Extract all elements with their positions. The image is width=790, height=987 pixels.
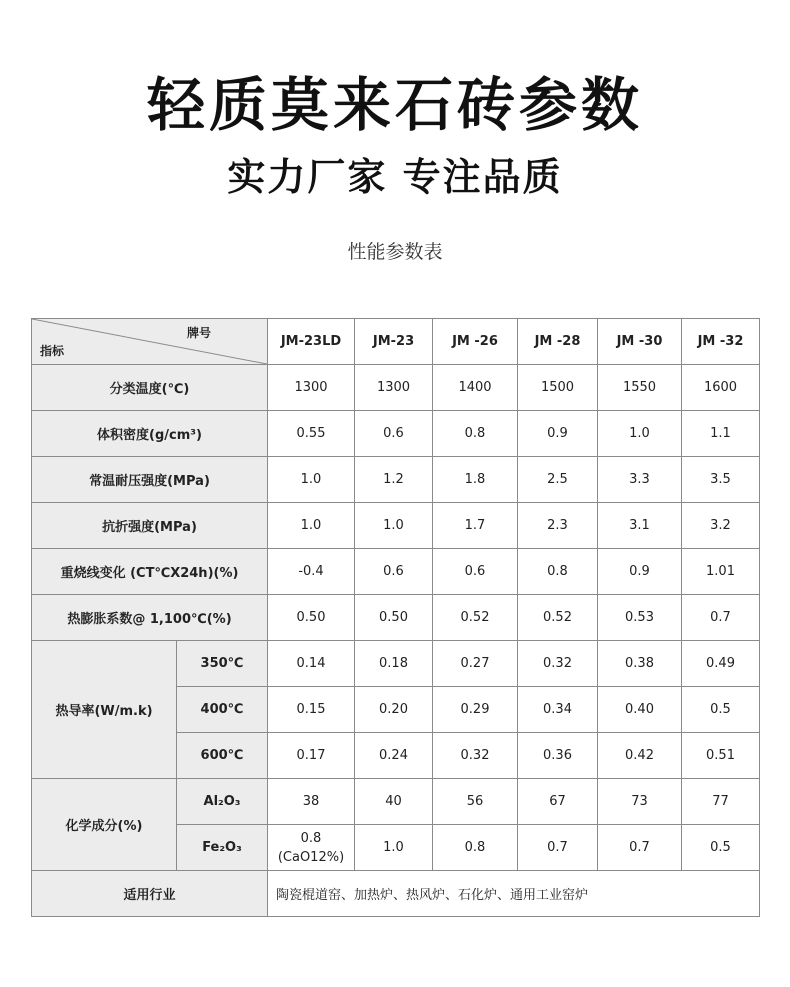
parameter-table — [31, 318, 760, 917]
value-cell: 1500 — [518, 365, 598, 411]
value-cell: 0.29 — [433, 687, 518, 733]
value-cell: 0.55 — [268, 411, 355, 457]
value-cell: 0.8 — [433, 825, 518, 871]
table-row — [32, 595, 760, 641]
value-cell: 3.1 — [598, 503, 682, 549]
value-cell: 1.0 — [355, 503, 433, 549]
header-corner-cell — [32, 319, 268, 365]
grade-header: JM -28 — [518, 319, 598, 365]
grade-header: JM -32 — [682, 319, 760, 365]
value-cell: 0.7 — [598, 825, 682, 871]
value-cell: 1.7 — [433, 503, 518, 549]
value-cell: 2.3 — [518, 503, 598, 549]
value-cell: 0.6 — [355, 549, 433, 595]
value-cell: 0.17 — [268, 733, 355, 779]
row-label: 重烧线变化 (CT℃X24h)(%) — [32, 549, 268, 595]
table-row — [32, 457, 760, 503]
value-text: 0.8 — [300, 830, 322, 846]
corner-grade-label: 牌号 — [186, 326, 211, 340]
value-cell: -0.4 — [268, 549, 355, 595]
page-subtitle: 实力厂家 专注品质 — [227, 155, 563, 199]
group-label-thermal: 热导率(W/m.k) — [32, 641, 177, 779]
table-row — [32, 779, 760, 825]
value-cell: 0.7 — [682, 595, 760, 641]
value-cell: 0.18 — [355, 641, 433, 687]
table-row — [32, 871, 760, 917]
value-cell: 0.51 — [682, 733, 760, 779]
row-label: 抗折强度(MPa) — [32, 503, 268, 549]
value-cell: 0.32 — [518, 641, 598, 687]
table-row — [32, 411, 760, 457]
value-cell: 73 — [598, 779, 682, 825]
value-cell: 0.50 — [268, 595, 355, 641]
value-cell: 1.0 — [355, 825, 433, 871]
value-cell: 1.0 — [268, 457, 355, 503]
value-cell: 3.5 — [682, 457, 760, 503]
grade-header: JM -26 — [433, 319, 518, 365]
row-label: 分类温度(℃) — [32, 365, 268, 411]
value-cell: 1300 — [355, 365, 433, 411]
sub-label: Al₂O₃ — [177, 779, 268, 825]
row-label: 体积密度(g/cm³) — [32, 411, 268, 457]
sub-label: 350℃ — [177, 641, 268, 687]
row-label: 热膨胀系数@ 1,100℃(%) — [32, 595, 268, 641]
value-cell: 38 — [268, 779, 355, 825]
industry-value: 陶瓷棍道窑、加热炉、热风炉、石化炉、通用工业窑炉 — [268, 871, 760, 917]
value-cell: 0.32 — [433, 733, 518, 779]
value-cell: 0.8 — [433, 411, 518, 457]
value-cell: 1400 — [433, 365, 518, 411]
sub-label: 400℃ — [177, 687, 268, 733]
value-cell — [268, 825, 355, 871]
group-label-chemical: 化学成分(%) — [32, 779, 177, 871]
value-cell: 0.9 — [518, 411, 598, 457]
value-cell: 0.24 — [355, 733, 433, 779]
sub-label: Fe₂O₃ — [177, 825, 268, 871]
value-cell: 0.40 — [598, 687, 682, 733]
value-cell: 67 — [518, 779, 598, 825]
table-caption: 性能参数表 — [347, 241, 443, 263]
grade-header: JM -30 — [598, 319, 682, 365]
value-cell: 1.2 — [355, 457, 433, 503]
grade-header: JM-23LD — [268, 319, 355, 365]
value-cell: 1600 — [682, 365, 760, 411]
value-cell: 0.7 — [518, 825, 598, 871]
value-cell: 0.50 — [355, 595, 433, 641]
value-cell: 1.01 — [682, 549, 760, 595]
value-note: (CaO12%) — [277, 849, 345, 865]
table-row — [32, 365, 760, 411]
value-cell: 0.36 — [518, 733, 598, 779]
grade-header: JM-23 — [355, 319, 433, 365]
sub-label: 600℃ — [177, 733, 268, 779]
value-cell: 2.5 — [518, 457, 598, 503]
value-cell: 0.52 — [518, 595, 598, 641]
value-cell: 1.0 — [598, 411, 682, 457]
value-cell: 3.2 — [682, 503, 760, 549]
table-header-row — [32, 319, 760, 365]
page-title: 轻质莫来石砖参数 — [146, 71, 643, 139]
value-cell: 0.42 — [598, 733, 682, 779]
value-cell: 0.38 — [598, 641, 682, 687]
corner-index-label: 指标 — [40, 344, 65, 358]
value-cell: 1550 — [598, 365, 682, 411]
value-cell: 0.9 — [598, 549, 682, 595]
value-cell: 0.15 — [268, 687, 355, 733]
value-cell: 1.1 — [682, 411, 760, 457]
row-label: 适用行业 — [32, 871, 268, 917]
value-cell: 77 — [682, 779, 760, 825]
value-cell: 0.34 — [518, 687, 598, 733]
value-cell: 0.27 — [433, 641, 518, 687]
value-cell: 0.14 — [268, 641, 355, 687]
value-cell: 1.0 — [268, 503, 355, 549]
table-row — [32, 503, 760, 549]
table-row — [32, 549, 760, 595]
value-cell: 1300 — [268, 365, 355, 411]
value-cell: 0.6 — [355, 411, 433, 457]
value-cell: 40 — [355, 779, 433, 825]
value-cell: 0.49 — [682, 641, 760, 687]
value-cell: 1.8 — [433, 457, 518, 503]
row-label: 常温耐压强度(MPa) — [32, 457, 268, 503]
value-cell: 0.5 — [682, 687, 760, 733]
value-cell: 0.52 — [433, 595, 518, 641]
value-cell: 3.3 — [598, 457, 682, 503]
value-cell: 0.53 — [598, 595, 682, 641]
table-row — [32, 641, 760, 687]
value-cell: 0.20 — [355, 687, 433, 733]
diagonal-divider — [32, 319, 267, 364]
value-cell: 56 — [433, 779, 518, 825]
value-cell: 0.8 — [518, 549, 598, 595]
value-cell: 0.6 — [433, 549, 518, 595]
value-cell: 0.5 — [682, 825, 760, 871]
